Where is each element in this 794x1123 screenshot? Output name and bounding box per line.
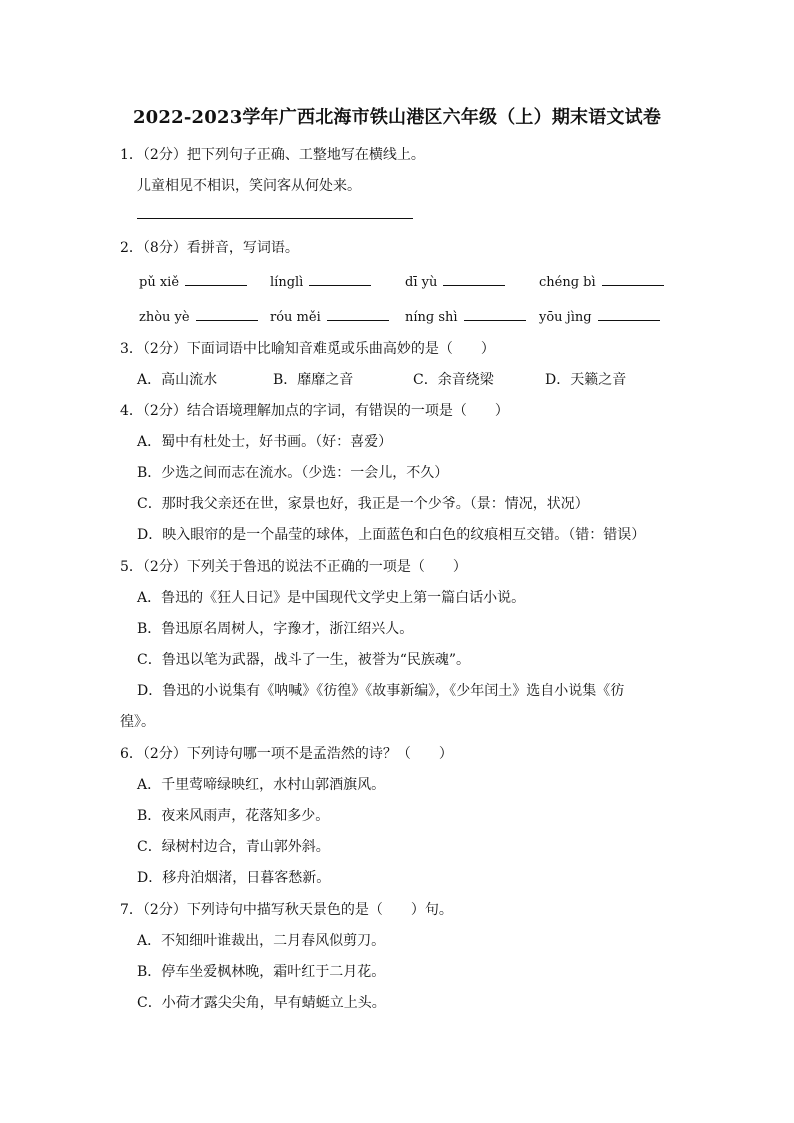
pinyin-text: pǔ xiě (139, 275, 180, 290)
option-d[interactable]: D．映入眼帘的是一个晶莹的球体，上面蓝色和白色的纹痕相互交错。（错：错误） (137, 527, 646, 543)
pinyin-text: dī yù (405, 275, 438, 290)
answer-blank[interactable] (185, 271, 247, 286)
pinyin-item[interactable] (270, 271, 371, 293)
option-c[interactable]: C．那时我父亲还在世，家景也好，我正是一个少爷。（景：情况，状况） (137, 496, 589, 512)
option-d[interactable]: D．鲁迅的小说集有《呐喊》《彷徨》《故事新编》，《少年闰土》选自小说集《彷 (137, 683, 625, 699)
question-1-stem: 1．（2分）把下列句子正确、工整地写在横线上。 (120, 147, 425, 163)
question-7-stem: 7．（2分）下列诗句中描写秋天景色的是（ ）句。 (120, 902, 453, 918)
answer-blank[interactable] (602, 271, 664, 286)
option-d-continuation: 徨》。 (120, 714, 155, 730)
option-a[interactable]: A．不知细叶谁裁出，二月春风似剪刀。 (137, 933, 386, 949)
pinyin-text: róu měi (270, 310, 321, 325)
question-3-stem: 3．（2分）下面词语中比喻知音难觅或乐曲高妙的是（ ） (120, 341, 495, 357)
option-d[interactable]: D．天籁之音 (545, 372, 627, 388)
option-d[interactable]: D．移舟泊烟渚，日暮客愁新。 (137, 870, 331, 886)
option-b[interactable]: B．停车坐爱枫林晚，霜叶红于二月花。 (137, 964, 386, 980)
pinyin-item[interactable] (539, 271, 664, 293)
option-a[interactable]: A．蜀中有杜处士，好书画。（好：喜爱） (137, 434, 393, 450)
option-c[interactable]: C．小荷才露尖尖角，早有蜻蜓立上头。 (137, 995, 386, 1011)
pinyin-item[interactable] (139, 306, 258, 328)
pinyin-item[interactable] (139, 271, 247, 293)
answer-blank[interactable] (327, 306, 389, 321)
pinyin-item[interactable] (539, 306, 660, 328)
option-b[interactable]: B．靡靡之音 (273, 372, 354, 388)
answer-blank[interactable] (598, 306, 660, 321)
option-c[interactable]: C．绿树村边合，青山郭外斜。 (137, 839, 330, 855)
answer-blank[interactable] (443, 271, 505, 286)
pinyin-text: línglì (270, 275, 304, 290)
option-a[interactable]: A．高山流水 (137, 372, 218, 388)
option-a[interactable]: A．鲁迅的《狂人日记》是中国现代文学史上第一篇白话小说。 (137, 590, 526, 606)
option-c[interactable]: C．余音绕梁 (413, 372, 494, 388)
pinyin-item[interactable] (405, 306, 526, 328)
question-2-stem: 2．（8分）看拼音，写词语。 (120, 240, 299, 256)
question-1-sentence: 儿童相见不相识，笑问客从何处来。 (137, 178, 361, 194)
answer-blank[interactable] (464, 306, 526, 321)
option-b[interactable]: B．夜来风雨声，花落知多少。 (137, 808, 330, 824)
pinyin-item[interactable] (405, 271, 505, 293)
question-5-stem: 5．（2分）下列关于鲁迅的说法不正确的一项是（ ） (120, 559, 467, 575)
option-c[interactable]: C．鲁迅以笔为武器，战斗了一生，被誉为“民族魂”。 (137, 652, 471, 668)
pinyin-text: zhòu yè (139, 310, 190, 325)
pinyin-item[interactable] (270, 306, 389, 328)
answer-blank[interactable] (309, 271, 371, 286)
pinyin-text: chénɡ bì (539, 275, 596, 290)
option-b[interactable]: B．少选之间而志在流水。（少选：一会儿，不久） (137, 465, 449, 481)
pinyin-text: yōu jìnɡ (539, 310, 592, 325)
answer-blank[interactable] (196, 306, 258, 321)
question-1-answer-line[interactable] (137, 218, 413, 219)
question-4-stem: 4．（2分）结合语境理解加点的字词，有错误的一项是（ ） (120, 403, 509, 419)
pinyin-text: nínɡ shì (405, 310, 458, 325)
question-6-stem: 6．（2分）下列诗句哪一项不是孟浩然的诗？（ ） (120, 746, 453, 762)
option-b[interactable]: B．鲁迅原名周树人，字豫才，浙江绍兴人。 (137, 621, 414, 637)
page-title: 2022-2023学年广西北海市铁山港区六年级（上）期末语文试卷 (132, 107, 662, 128)
option-a[interactable]: A．千里莺啼绿映红，水村山郭酒旗风。 (137, 777, 386, 793)
